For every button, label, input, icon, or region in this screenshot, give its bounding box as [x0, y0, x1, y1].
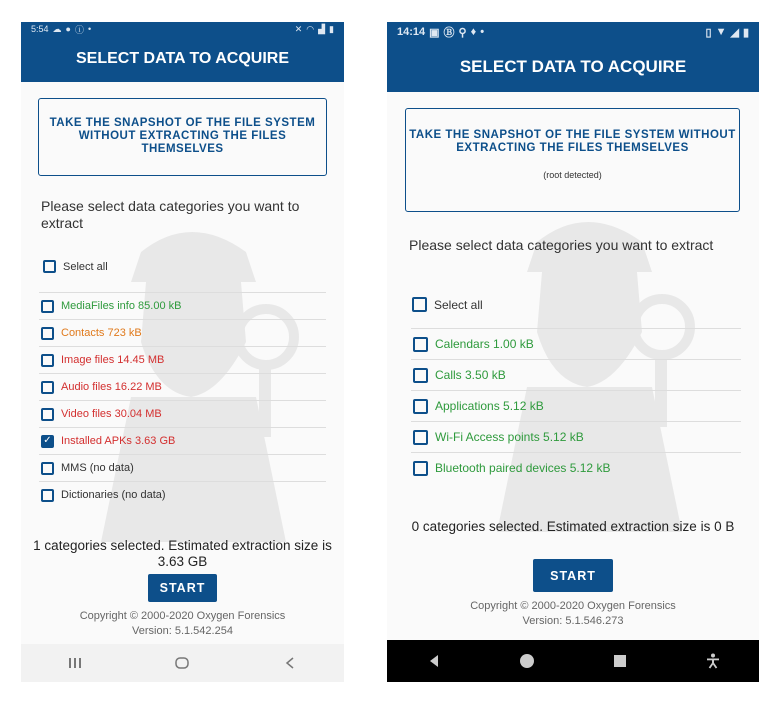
select-all-label: Select all	[63, 260, 108, 273]
page-title: SELECT DATA TO ACQUIRE	[21, 36, 344, 82]
checkbox-icon	[43, 260, 56, 273]
selection-summary: 0 categories selected. Estimated extraction size is 0 B	[411, 519, 735, 534]
snapshot-button[interactable]	[405, 108, 740, 212]
category-item[interactable]	[411, 452, 741, 483]
checkbox-icon	[41, 327, 54, 340]
wifi-icon: ▼	[715, 26, 727, 38]
battery-icon: ▮	[329, 23, 334, 34]
category-label: Wi-Fi Access points 5.12 kB	[435, 430, 584, 444]
category-item[interactable]	[39, 292, 326, 319]
category-item[interactable]	[39, 427, 326, 454]
category-item[interactable]	[39, 481, 326, 508]
category-item[interactable]	[39, 400, 326, 427]
home-icon[interactable]	[162, 648, 202, 678]
status-time: 14:14	[397, 26, 426, 38]
vibrate-icon: ▯	[705, 26, 712, 39]
dot-icon: •	[87, 24, 92, 34]
root-detected-note: (root detected)	[543, 170, 602, 180]
category-label: Audio files 16.22 MB	[61, 381, 162, 393]
select-all-checkbox[interactable]	[412, 297, 483, 312]
copyright-block	[21, 609, 344, 639]
overview-icon[interactable]	[600, 646, 640, 676]
mute-icon: ✕	[294, 23, 303, 34]
copyright-text: Copyright © 2000-2020 Oxygen Forensics	[79, 610, 286, 622]
select-prompt: Please select data categories you want to extract	[41, 198, 300, 231]
dot-icon: •	[480, 26, 485, 38]
start-button[interactable]: START	[533, 559, 613, 592]
checkbox-icon	[41, 489, 54, 502]
home-icon[interactable]	[507, 646, 547, 676]
category-item[interactable]	[39, 373, 326, 400]
checkbox-icon	[413, 430, 428, 445]
snapshot-button-label: TAKE THE SNAPSHOT OF THE FILE SYSTEM WITHOUT EXTRACTING THE FILES THEMSELVES	[409, 129, 736, 154]
checkbox-icon	[413, 368, 428, 383]
info-icon: ⓘ	[74, 24, 84, 35]
copyright-text: Copyright © 2000-2020 Oxygen Forensics	[470, 600, 676, 612]
back-icon[interactable]	[414, 646, 454, 676]
category-label: Applications 5.12 kB	[435, 399, 544, 413]
checkbox-icon	[41, 462, 54, 475]
checkbox-icon	[41, 408, 54, 421]
nav-bar	[387, 640, 759, 682]
category-label: Calendars 1.00 kB	[435, 337, 534, 351]
select-all-checkbox[interactable]	[43, 260, 108, 273]
category-label: Contacts 723 kB	[61, 327, 142, 339]
phone-screen-right	[387, 22, 759, 682]
category-item[interactable]	[411, 328, 741, 359]
category-label: Bluetooth paired devices 5.12 kB	[435, 461, 611, 475]
version-text: Version: 5.1.546.273	[522, 615, 624, 627]
version-text: Version: 5.1.542.254	[132, 625, 233, 637]
snapshot-button[interactable]: TAKE THE SNAPSHOT OF THE FILE SYSTEM WITHOUT EXTRACTING THE FILES THEMSELVES	[38, 98, 327, 176]
signal-icon: ▟	[318, 23, 326, 34]
signal-icon: ◢	[730, 26, 739, 39]
accessibility-icon[interactable]	[693, 646, 733, 676]
checkbox-icon	[41, 381, 54, 394]
select-prompt: Please select data categories you want to extract	[409, 237, 714, 253]
shield-icon: ♦	[470, 26, 477, 38]
copyright-block	[387, 599, 759, 629]
status-bar	[21, 22, 344, 36]
page-title: SELECT DATA TO ACQUIRE	[387, 42, 759, 92]
category-item[interactable]	[411, 390, 741, 421]
select-all-label: Select all	[434, 297, 483, 312]
nav-bar	[21, 644, 344, 682]
phone-screen-left	[21, 22, 344, 682]
category-label: MediaFiles info 85.00 kB	[61, 300, 182, 312]
category-item[interactable]	[411, 359, 741, 390]
start-button[interactable]: START	[148, 574, 217, 602]
checkbox-icon	[412, 297, 427, 312]
checkbox-icon	[413, 399, 428, 414]
cloud-icon: ☁	[52, 23, 62, 34]
category-label: Video files 30.04 MB	[61, 408, 162, 420]
checkbox-icon	[413, 337, 428, 352]
category-label: Installed APKs 3.63 GB	[61, 435, 176, 447]
category-item[interactable]	[39, 319, 326, 346]
checkbox-icon	[41, 300, 54, 313]
selection-summary: 1 categories selected. Estimated extraction size is 3.63 GB	[33, 538, 332, 569]
wifi-icon: ◠	[306, 23, 315, 34]
category-label: Image files 14.45 MB	[61, 354, 165, 366]
image-icon: ▣	[429, 26, 440, 39]
category-label: Calls 3.50 kB	[435, 368, 506, 382]
status-bar	[387, 22, 759, 42]
category-label: Dictionaries (no data)	[61, 489, 166, 501]
category-item[interactable]	[39, 454, 326, 481]
chat-icon: ●	[65, 24, 71, 34]
recent-apps-icon[interactable]	[55, 648, 95, 678]
b-icon: Ⓑ	[443, 27, 455, 39]
battery-icon: ▮	[742, 26, 749, 39]
checkbox-icon	[41, 354, 54, 367]
checkbox-icon	[413, 461, 428, 476]
category-item[interactable]	[411, 421, 741, 452]
category-label: MMS (no data)	[61, 462, 134, 474]
category-item[interactable]	[39, 346, 326, 373]
category-list[interactable]	[411, 328, 741, 490]
category-list[interactable]	[39, 292, 326, 512]
checkbox-checked-icon: ✓	[41, 435, 54, 448]
back-icon[interactable]	[270, 648, 310, 678]
status-time: 5:54	[31, 24, 49, 34]
location-icon: ⚲	[458, 26, 467, 39]
